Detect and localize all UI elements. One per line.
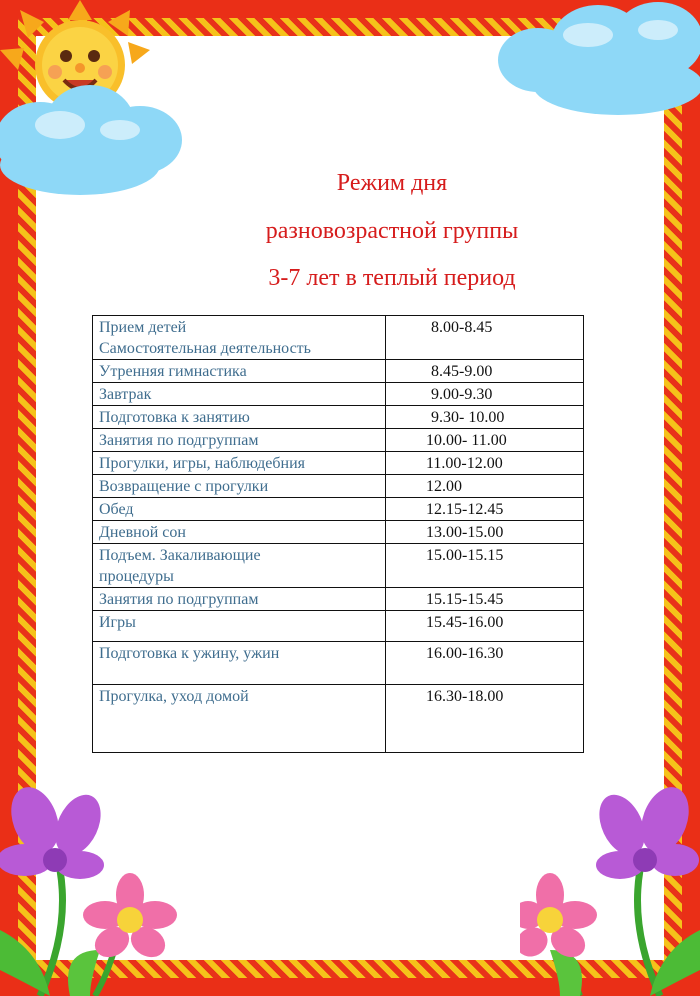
table-row [93, 588, 584, 611]
table-row [93, 406, 584, 429]
table-row [93, 429, 584, 452]
time-cell: 9.00-9.30 [386, 383, 584, 406]
flower-icon [0, 780, 200, 996]
time-cell: 15.45-16.00 [386, 611, 584, 642]
table-row [93, 685, 584, 753]
cloud-icon [498, 0, 700, 130]
flower-icon [520, 780, 700, 996]
activity-cell: Обед [93, 498, 386, 521]
activity-cell: Игры [93, 611, 386, 642]
time-cell: 9.30- 10.00 [386, 406, 584, 429]
time-cell: 11.00-12.00 [386, 452, 584, 475]
title-line-3: 3-7 лет в теплый период [268, 265, 516, 291]
activity-cell: Занятия по подгруппам [93, 588, 386, 611]
schedule-table [92, 315, 584, 753]
table-row [93, 498, 584, 521]
activity-cell: Утренняя гимнастика [93, 360, 386, 383]
table-row [93, 611, 584, 642]
activity-cell: Возвращение с прогулки [93, 475, 386, 498]
table-row [93, 360, 584, 383]
activity-cell: Завтрак [93, 383, 386, 406]
time-cell: 8.45-9.00 [386, 360, 584, 383]
time-cell: 16.00-16.30 [386, 642, 584, 685]
table-row [93, 383, 584, 406]
table-row [93, 521, 584, 544]
activity-cell: Подготовка к ужину, ужин [93, 642, 386, 685]
time-cell: 15.15-15.45 [386, 588, 584, 611]
table-row [93, 544, 584, 588]
table-row [93, 642, 584, 685]
time-cell: 16.30-18.00 [386, 685, 584, 753]
table-row [93, 316, 584, 360]
activity-cell: Прогулки, игры, наблюдебния [93, 452, 386, 475]
activity-cell: Дневной сон [93, 521, 386, 544]
activity-cell: Занятия по подгруппам [93, 429, 386, 452]
table-row [93, 475, 584, 498]
table-row [93, 452, 584, 475]
title-line-1: Режим дня [336, 170, 448, 196]
activity-cell: Подъем. Закаливающие процедуры [93, 544, 386, 588]
activity-cell: Прием детей Самостоятельная деятельность [93, 316, 386, 360]
time-cell: 10.00- 11.00 [386, 429, 584, 452]
title-line-2: разновозрастной группы [265, 218, 519, 244]
activity-cell: Прогулка, уход домой [93, 685, 386, 753]
time-cell: 12.00 [386, 475, 584, 498]
time-cell: 12.15-12.45 [386, 498, 584, 521]
time-cell: 13.00-15.00 [386, 521, 584, 544]
time-cell: 15.00-15.15 [386, 544, 584, 588]
time-cell: 8.00-8.45 [386, 316, 584, 360]
activity-cell: Подготовка к занятию [93, 406, 386, 429]
